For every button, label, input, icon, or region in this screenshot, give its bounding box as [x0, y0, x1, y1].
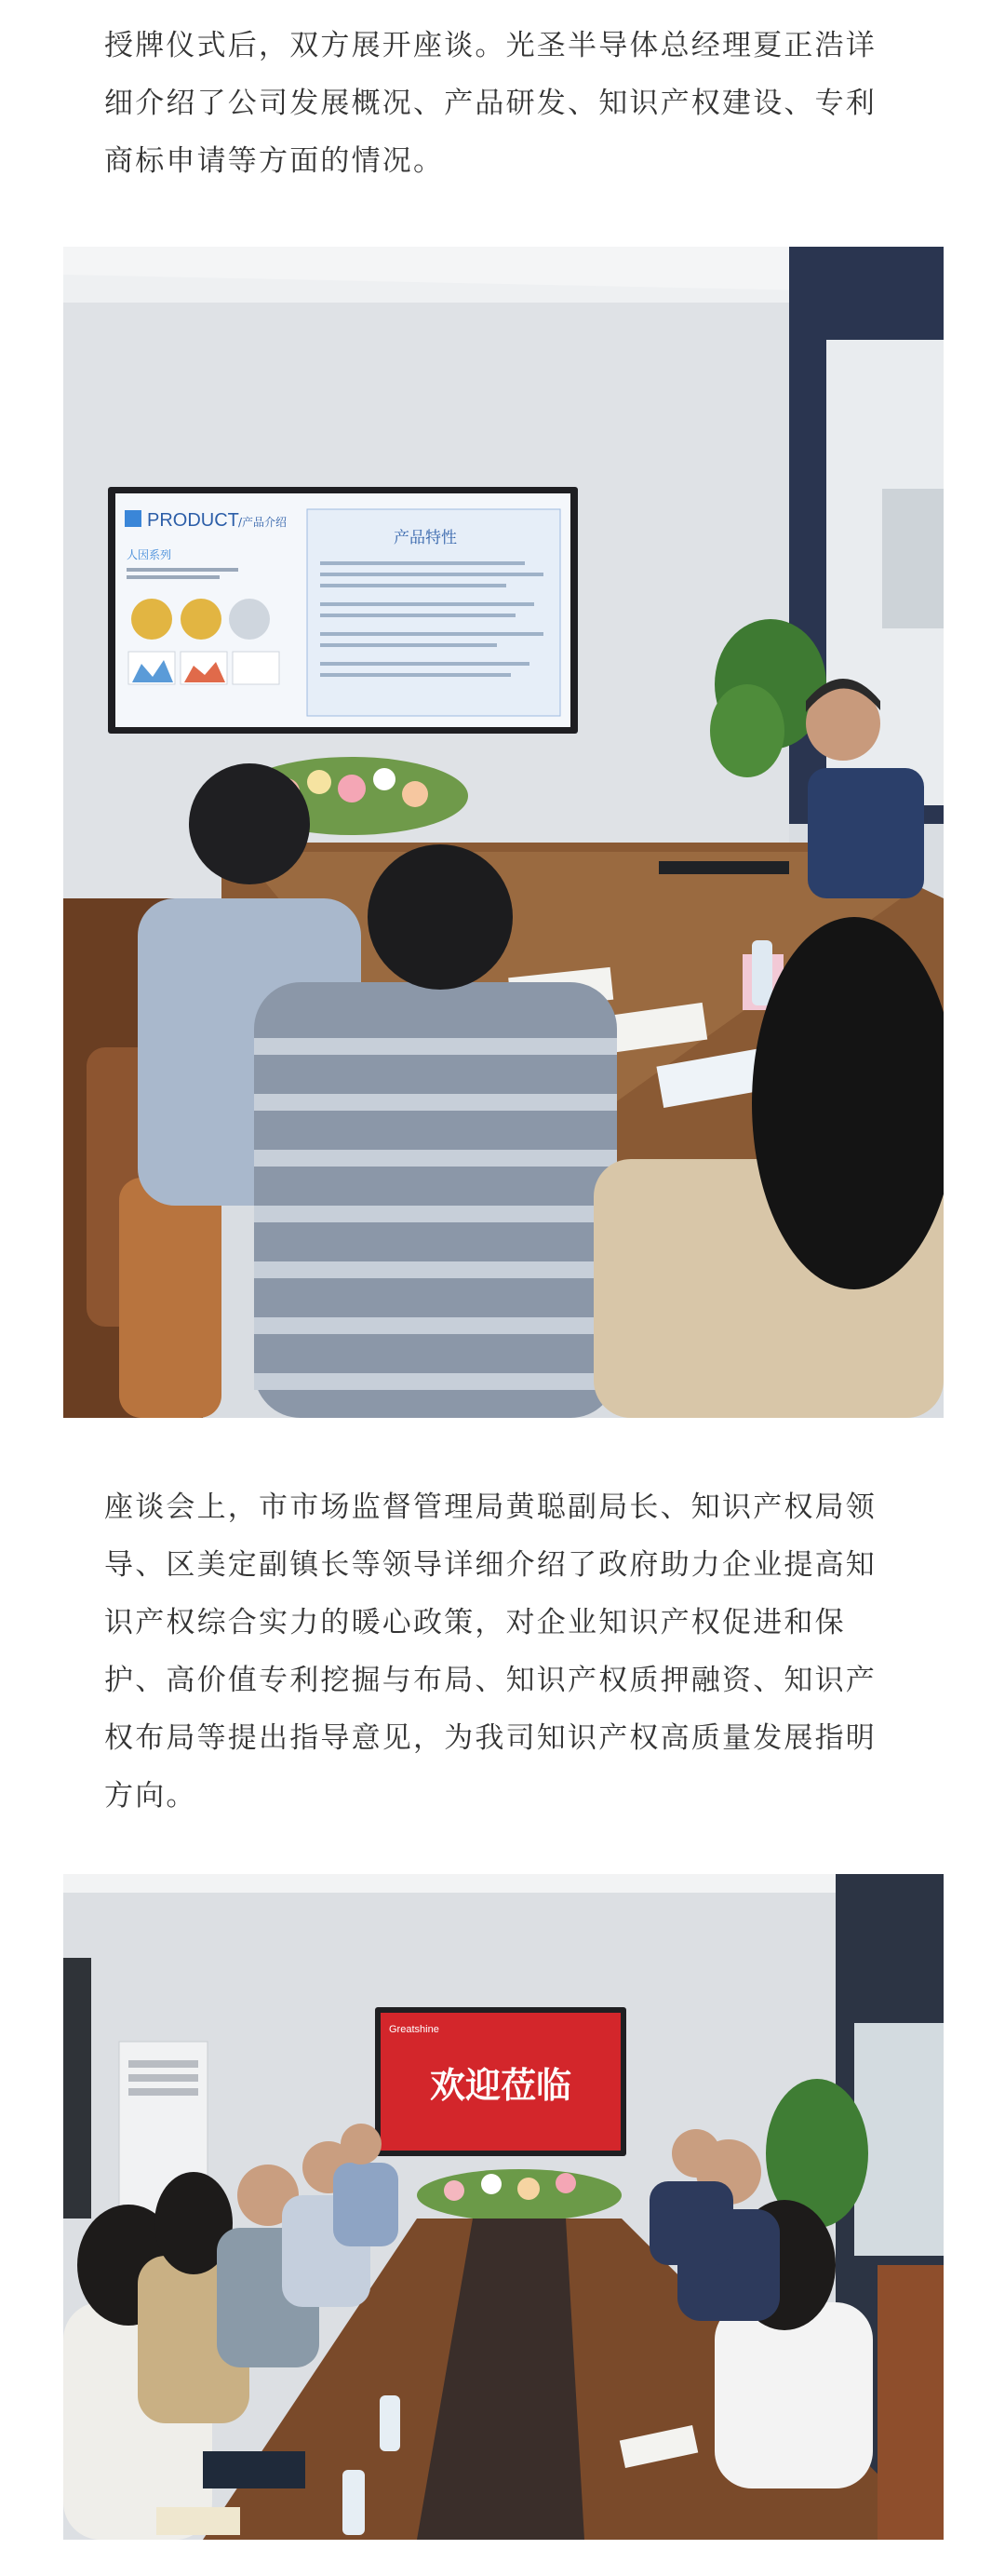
- presentation-screen: [108, 487, 578, 734]
- screen-subtitle: /产品介绍: [238, 516, 288, 529]
- banner-text: 欢迎莅临: [429, 2065, 572, 2106]
- paragraph-intro: 授牌仪式后，双方展开座谈。光圣半导体总经理夏正浩详细介绍了公司发展概况、产品研发、知识产权建设、专利商标申请等方面的情况。: [104, 29, 877, 178]
- screen-heading: 产品特性: [394, 529, 457, 547]
- banner-brand: Greatshine: [389, 2024, 439, 2035]
- welcome-banner-screen: [375, 2007, 626, 2156]
- screen-section: 人因系列: [127, 548, 172, 561]
- paragraph-symposium: 座谈会上，市市场监督管理局黄聪副局长、知识产权局领导、区美定副镇长等领导详细介绍了政府助力企业提高知识产权综合实力的暖心政策，对企业知识产权促进和保护、高价值专利挖掘与布局、知识产权质押融资、知识产权布局等提出指导意见，为我司知识产权高质量发展指明方向。: [104, 1490, 877, 1813]
- meeting-photo-product-presentation: [63, 247, 944, 1418]
- meeting-photo-welcome-banner: [63, 1874, 944, 2540]
- screen-title: PRODUCT: [147, 510, 239, 531]
